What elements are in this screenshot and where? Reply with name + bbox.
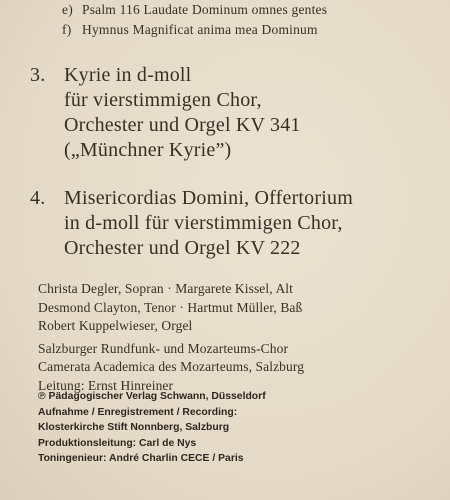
performer-line: Robert Kuppelwieser, Orgel [38,318,193,334]
credit-line: Toningenieur: André Charlin CECE / Paris [38,453,244,465]
production-credits [38,389,266,467]
sub-item-letter: e) [62,2,73,17]
sub-item-f [62,20,327,40]
work-line: („Münchner Kyrie”) [64,139,232,161]
work-4-misericordias [30,186,353,261]
sub-item-letter: f) [62,22,72,37]
ensemble-line: Camerata Academica des Mozarteums, Salzburg [38,359,305,375]
credit-line: Aufnahme / Enregistrement / Recording: [38,406,238,418]
performer-line: Christa Degler, Sopran · Margarete Kissel, Alt [38,281,294,296]
sub-item-text: Hymnus Magnificat anima mea Dominum [82,22,318,37]
conductor-line: Leitung: Ernst Hinreiner [38,377,174,393]
work-number: 3. [30,64,46,86]
work-title: Misericordias Domini, Offertorium [64,187,353,209]
sub-item-text: Psalm 116 Laudate Dominum omnes gentes [82,2,328,17]
work-line: Orchester und Orgel KV 222 [64,237,301,259]
work-title: Kyrie in d-moll [64,64,192,86]
work-number: 4. [30,187,46,209]
credit-line: Klosterkirche Stift Nonnberg, Salzburg [38,422,230,434]
credit-line: ℗ Pädagogischer Verlag Schwann, Düsseldorf [38,391,266,402]
performers-block [38,280,304,396]
performer-line: Desmond Clayton, Tenor · Hartmut Müller, Baß [38,299,303,315]
sub-item-e [62,0,327,20]
credit-line: Produktionsleitung: Carl de Nys [38,437,197,449]
work-line: Orchester und Orgel KV 341 [64,114,301,136]
work-line: in d-moll für vierstimmigen Chor, [64,212,343,234]
ensemble-line: Salzburger Rundfunk- und Mozarteums-Chor [38,340,289,356]
work-line: für vierstimmigen Chor, [64,89,262,111]
psalm-sub-list [62,0,327,40]
work-3-kyrie [30,63,301,163]
